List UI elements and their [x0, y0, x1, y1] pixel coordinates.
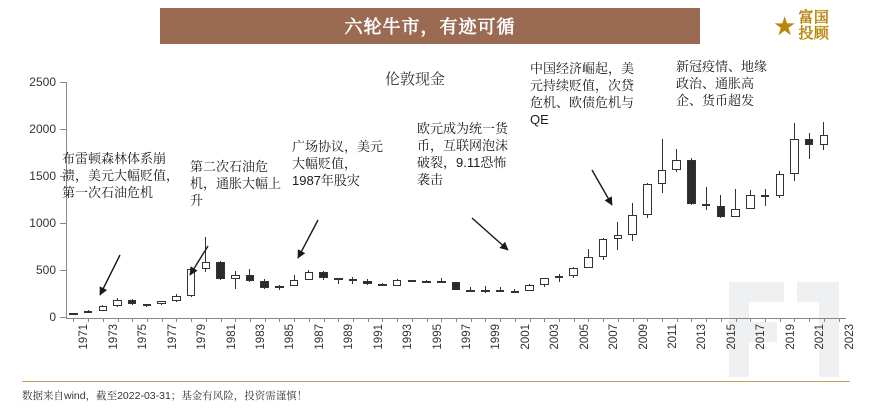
- x-tick-mark: [662, 318, 663, 322]
- candle-body: [393, 280, 402, 285]
- x-tick-label: 2003: [549, 324, 562, 350]
- candle-body: [687, 160, 696, 204]
- candle-body: [746, 195, 755, 209]
- x-tick-mark: [88, 318, 89, 322]
- x-tick-mark: [647, 318, 648, 322]
- x-tick-label: 1973: [107, 324, 120, 350]
- x-tick-mark: [530, 318, 531, 322]
- x-tick-mark: [441, 318, 442, 322]
- x-tick-mark: [147, 318, 148, 322]
- candle-body: [422, 281, 431, 283]
- footer-note: 数据来自wind，截至2022-03-31；基金有风险，投资需谨慎！: [22, 390, 308, 402]
- x-tick-label: 2007: [608, 324, 621, 350]
- candle-body: [437, 281, 446, 283]
- candle-body: [408, 280, 417, 282]
- candle-body: [216, 262, 225, 280]
- x-tick-label: 1999: [490, 324, 503, 350]
- candle-body: [776, 174, 785, 196]
- x-tick-mark: [456, 318, 457, 322]
- x-tick-mark: [706, 318, 707, 322]
- x-tick-mark: [633, 318, 634, 322]
- candle-body: [84, 311, 93, 313]
- y-tick-label: 1500: [29, 169, 56, 183]
- x-tick-mark: [338, 318, 339, 322]
- x-tick-mark: [794, 318, 795, 322]
- x-tick-mark: [765, 318, 766, 322]
- candle-body: [378, 284, 387, 286]
- candle-body: [305, 272, 314, 281]
- candle-body: [555, 276, 564, 278]
- x-tick-mark: [162, 318, 163, 322]
- candle-body: [69, 313, 78, 315]
- x-tick-label: 1975: [137, 324, 150, 350]
- candle-body: [187, 269, 196, 296]
- y-tick-label: 500: [35, 263, 56, 277]
- annotation-5: 中国经济崛起，美元持续贬值，次贷危机、欧债危机与QE: [530, 61, 635, 128]
- x-tick-label: 1983: [254, 324, 267, 350]
- x-tick-label: 2011: [667, 324, 680, 349]
- x-tick-mark: [618, 318, 619, 322]
- x-tick-label: 1977: [166, 324, 179, 350]
- x-tick-mark: [191, 318, 192, 322]
- x-tick-mark: [368, 318, 369, 322]
- x-tick-label: 1985: [284, 324, 297, 350]
- candle-body: [319, 272, 328, 279]
- x-tick-label: 2015: [725, 324, 738, 350]
- x-tick-mark: [677, 318, 678, 322]
- x-tick-mark: [603, 318, 604, 322]
- x-tick-mark: [309, 318, 310, 322]
- x-tick-label: 1991: [372, 324, 385, 350]
- candle-body: [540, 278, 549, 285]
- brand-logo: [773, 4, 865, 48]
- brand-logo-line2: 投顾: [798, 25, 830, 42]
- x-tick-mark: [780, 318, 781, 322]
- x-tick-mark: [721, 318, 722, 322]
- candle-body: [349, 279, 358, 281]
- y-tick-label: 2500: [29, 75, 56, 89]
- candle-body: [820, 135, 829, 145]
- candlestick-plot: [66, 82, 846, 317]
- candle-body: [584, 257, 593, 268]
- candle-body: [731, 209, 740, 218]
- candle-body: [128, 300, 137, 304]
- candle-body: [452, 282, 461, 289]
- candle-body: [334, 278, 343, 280]
- x-tick-mark: [427, 318, 428, 322]
- annotation-4: 欧元成为统一货币，互联网泡沫破裂，9.11恐怖袭击: [417, 121, 509, 188]
- x-tick-label: 2009: [637, 324, 650, 350]
- x-tick-mark: [471, 318, 472, 322]
- title-banner: [160, 8, 700, 44]
- candle-body: [260, 281, 269, 288]
- candle-body: [202, 262, 211, 269]
- candle-body: [290, 280, 299, 286]
- y-tick-label: 2000: [29, 122, 56, 136]
- x-tick-mark: [265, 318, 266, 322]
- x-tick-label: 1979: [196, 324, 209, 350]
- annotation-6: 新冠疫情、地缘政治、通胀高企、货币超发: [676, 59, 768, 109]
- x-tick-label: 2005: [578, 324, 591, 350]
- candle-body: [246, 275, 255, 281]
- candle-body: [275, 286, 284, 288]
- candle-body: [569, 268, 578, 275]
- candle-wick: [809, 133, 810, 159]
- x-tick-mark: [809, 318, 810, 322]
- x-tick-label: 1981: [225, 324, 238, 350]
- candle-body: [466, 290, 475, 292]
- x-tick-mark: [294, 318, 295, 322]
- page-title: 六轮牛市，有迹可循: [344, 17, 516, 37]
- x-tick-label: 1971: [78, 324, 91, 350]
- x-tick-label: 2021: [814, 324, 827, 350]
- x-tick-mark: [736, 318, 737, 322]
- candle-wick: [662, 139, 663, 193]
- candle-body: [143, 304, 152, 306]
- x-tick-mark: [544, 318, 545, 322]
- x-tick-mark: [750, 318, 751, 322]
- x-tick-label: 1995: [431, 324, 444, 350]
- x-tick-mark: [250, 318, 251, 322]
- candle-body: [363, 281, 372, 284]
- candle-body: [628, 215, 637, 235]
- x-tick-label: 1989: [343, 324, 356, 350]
- candle-body: [231, 275, 240, 280]
- candle-body: [702, 204, 711, 206]
- star-icon: ★: [773, 11, 797, 41]
- x-tick-label: 2017: [755, 324, 768, 350]
- candle-body: [599, 239, 608, 258]
- candle-body: [672, 160, 681, 170]
- x-tick-mark: [221, 318, 222, 322]
- x-tick-label: 2001: [519, 324, 532, 350]
- candle-body: [717, 206, 726, 218]
- footer-divider: [22, 381, 850, 382]
- annotation-2: 第二次石油危机，通胀大幅上升: [190, 159, 282, 209]
- brand-logo-line1: 富国: [798, 9, 830, 27]
- x-tick-mark: [691, 318, 692, 322]
- candle-body: [99, 306, 108, 310]
- x-tick-label: 1993: [402, 324, 415, 350]
- x-tick-mark: [500, 318, 501, 322]
- x-tick-mark: [235, 318, 236, 322]
- candle-body: [790, 139, 799, 175]
- x-tick-mark: [103, 318, 104, 322]
- candle-body: [511, 291, 520, 293]
- x-tick-mark: [118, 318, 119, 322]
- y-tick-mark: [60, 317, 66, 318]
- x-tick-mark: [132, 318, 133, 322]
- candle-body: [481, 290, 490, 292]
- candle-body: [805, 139, 814, 145]
- x-tick-mark: [206, 318, 207, 322]
- x-tick-label: 2019: [784, 324, 797, 350]
- candle-body: [157, 301, 166, 304]
- brand-logo-text: [798, 10, 829, 42]
- x-tick-mark: [574, 318, 575, 322]
- x-tick-mark: [279, 318, 280, 322]
- x-tick-mark: [324, 318, 325, 322]
- candle-body: [113, 300, 122, 307]
- x-tick-mark: [824, 318, 825, 322]
- candle-body: [172, 296, 181, 302]
- x-tick-mark: [73, 318, 74, 322]
- annotation-3: 广场协议，美元大幅贬值，1987年股灾: [292, 139, 384, 189]
- x-tick-mark: [176, 318, 177, 322]
- candle-body: [614, 235, 623, 238]
- y-tick-label: 1000: [29, 216, 56, 230]
- candle-body: [525, 285, 534, 291]
- x-tick-mark: [397, 318, 398, 322]
- x-tick-label: 2023: [843, 324, 856, 350]
- x-tick-mark: [412, 318, 413, 322]
- x-tick-mark: [588, 318, 589, 322]
- x-tick-mark: [559, 318, 560, 322]
- x-tick-mark: [839, 318, 840, 322]
- candle-body: [761, 195, 770, 197]
- x-tick-mark: [515, 318, 516, 322]
- x-tick-label: 1997: [461, 324, 473, 350]
- x-tick-mark: [485, 318, 486, 322]
- y-tick-label: 0: [49, 310, 56, 324]
- annotation-1: 布雷顿森林体系崩溃，美元大幅贬值，第一次石油危机: [62, 151, 180, 201]
- x-tick-label: 2013: [696, 324, 709, 350]
- candle-body: [658, 170, 667, 185]
- x-tick-mark: [382, 318, 383, 322]
- candle-body: [643, 184, 652, 214]
- candle-body: [496, 290, 505, 292]
- series-label: 伦敦现金: [385, 71, 446, 88]
- candle-wick: [235, 271, 236, 290]
- candle-wick: [706, 187, 707, 210]
- chart-container: [0, 50, 873, 380]
- candle-wick: [765, 189, 766, 206]
- x-tick-mark: [353, 318, 354, 322]
- x-tick-label: 1987: [313, 324, 326, 350]
